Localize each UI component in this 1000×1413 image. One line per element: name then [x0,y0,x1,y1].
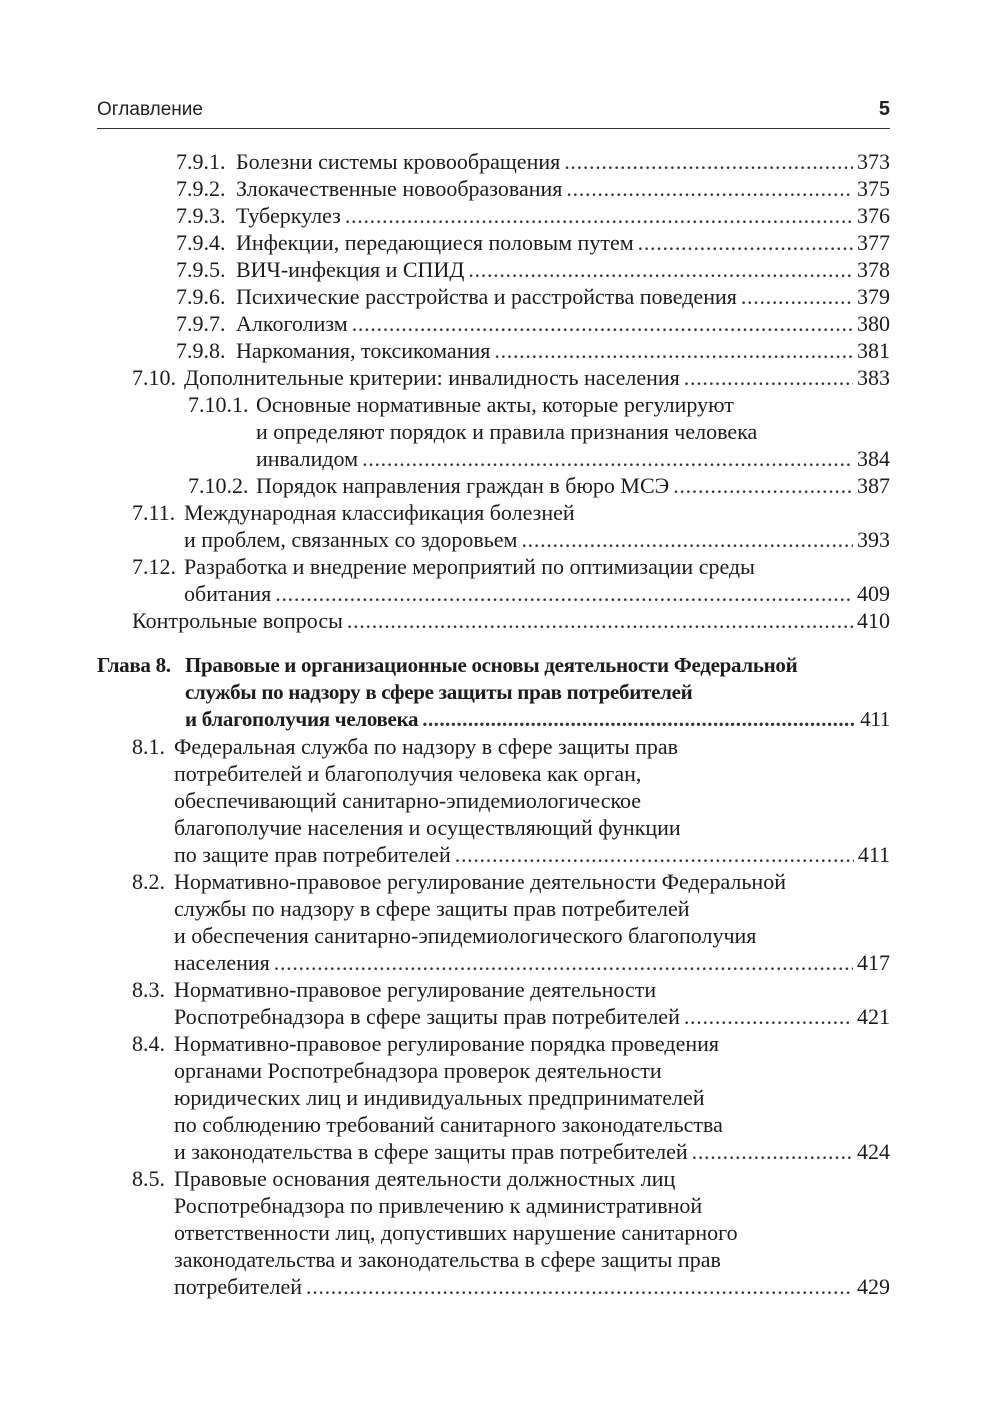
entry-page-number: 378 [857,257,890,282]
entry-title: юридических лиц и индивидуальных предпринимателей [174,1085,705,1110]
toc-line [0,148,890,175]
dot-leader [684,364,853,391]
entry-page-number: 383 [857,365,890,390]
entry-title: Злокачественные новообразования [236,176,563,201]
toc-line [0,787,890,814]
dot-leader [274,949,853,976]
entry-page-number: 411 [857,842,890,867]
entry-title: Нормативно-правовое регулирование деятельности Федеральной [174,869,786,894]
toc-line [0,283,890,310]
dot-leader [468,256,853,283]
toc-entry [0,148,890,175]
entry-title: ВИЧ-инфекция и СПИД [236,257,465,282]
dot-leader [352,310,853,337]
toc-line [0,418,890,445]
entry-page-number: 393 [857,527,890,552]
toc-line [0,895,890,922]
toc-line [0,391,890,418]
entry-number: 7.11. [132,500,176,525]
entry-number: 7.9.6. [176,284,226,309]
toc-line [0,364,890,391]
dot-leader [566,175,853,202]
toc-entry [0,976,890,1030]
toc-line [0,580,890,607]
dot-leader [741,283,853,310]
entry-page-number: 424 [857,1139,890,1164]
dot-leader [494,337,853,364]
dot-leader [345,202,853,229]
entry-title: и обеспечения санитарно-эпидемиологического благополучия [174,923,757,948]
toc-line [0,445,890,472]
dot-leader [521,526,853,553]
entry-title: Туберкулез [236,203,341,228]
toc-line [0,1003,890,1030]
entry-number: 8.5. [132,1166,165,1191]
toc-entry [0,553,890,607]
entry-title: по защите прав потребителей [174,842,451,867]
entry-title: Международная классификация болезней [184,500,575,525]
entry-page-number: 387 [857,473,890,498]
dot-leader [564,148,853,175]
toc-entry [0,256,890,283]
toc-line [0,256,890,283]
toc-line [0,175,890,202]
entry-title: благополучие населения и осуществляющий функции [174,815,681,840]
toc-entry [0,175,890,202]
entry-page-number: 373 [857,149,890,174]
entry-number: 8.4. [132,1031,165,1056]
entry-page-number: 384 [857,446,890,471]
toc-line [0,976,890,1003]
entry-number: 7.10.2. [188,473,249,498]
entry-title: потребителей и благополучия человека как орган, [174,761,642,786]
entry-page-number: 377 [857,230,890,255]
toc-entry [0,229,890,256]
entry-title: потребителей [174,1274,302,1299]
entry-title: Правовые основания деятельности должностных лиц [174,1166,676,1191]
dot-leader [673,472,853,499]
toc-line [0,202,890,229]
entry-title: Болезни системы кровообращения [236,149,561,174]
toc-entry [0,472,890,499]
entry-title: Порядок направления граждан в бюро МСЭ [256,473,670,498]
entry-number: 8.2. [132,869,165,894]
entry-number: 8.1. [132,734,165,759]
entry-title: Алкоголизм [236,311,348,336]
toc-line [0,868,890,895]
entry-number: 7.9.8. [176,338,226,363]
entry-title: Основные нормативные акты, которые регулируют [256,392,734,417]
dot-leader [362,445,853,472]
toc-line [0,553,890,580]
entry-page-number: 411 [860,707,890,731]
entry-page-number: 380 [857,311,890,336]
toc-entry [0,337,890,364]
dot-leader [275,580,853,607]
entry-number: 7.10. [132,365,176,390]
entry-title: Роспотребнадзора по привлечению к административной [174,1193,703,1218]
dot-leader [306,1273,853,1300]
toc-line [0,733,890,760]
entry-title: Наркомания, токсикомания [236,338,491,363]
entry-page-number: 417 [857,950,890,975]
toc-line [0,1138,890,1165]
dot-leader [684,1003,853,1030]
dot-leader [692,1138,853,1165]
toc-line [0,337,890,364]
toc-line [0,949,890,976]
entry-title: Нормативно-правовое регулирование деятельности [174,977,657,1002]
entry-title: Роспотребнадзора в сфере защиты прав потребителей [174,1004,680,1029]
page-number: 5 [878,98,890,120]
toc-line [0,472,890,499]
entry-number: Глава 8. [97,653,171,677]
entry-title: Разработка и внедрение мероприятий по оптимизации среды [184,554,755,579]
entry-title: инвалидом [256,446,359,471]
dot-leader [422,706,856,733]
running-header [97,98,890,129]
entry-title: ответственности лиц, допустивших нарушение санитарного [174,1220,738,1245]
entry-title: обеспечивающий санитарно-эпидемиологическое [174,788,642,813]
toc-line [0,922,890,949]
toc-line [0,499,890,526]
entry-number: 7.9.5. [176,257,226,282]
toc-line [0,1057,890,1084]
toc-line [0,1165,890,1192]
entry-title: и определяют порядок и правила признания человека [256,419,758,444]
entry-page-number: 381 [857,338,890,363]
entry-title: Нормативно-правовое регулирование порядка проведения [174,1031,720,1056]
entry-number: 7.9.2. [176,176,226,201]
dot-leader [638,229,853,256]
toc-entry [0,310,890,337]
entry-title: обитания [184,581,272,606]
entry-page-number: 376 [857,203,890,228]
toc-entry [0,868,890,976]
toc-entry [0,607,890,634]
entry-title: по соблюдению требований санитарного законодательства [174,1112,723,1137]
toc-line [0,1030,890,1057]
entry-title: службы по надзору в сфере защиты прав потребителей [174,896,690,921]
toc-line [0,310,890,337]
entry-number: 7.9.7. [176,311,226,336]
entry-number: 7.9.4. [176,230,226,255]
entry-page-number: 375 [857,176,890,201]
entry-number: 7.12. [132,554,176,579]
entry-title: службы по надзору в сфере защиты прав потребителей [185,680,693,704]
header-title: Оглавление [97,99,203,120]
entry-title: Контрольные вопросы [132,608,343,633]
toc-entry [0,499,890,553]
entry-page-number: 379 [857,284,890,309]
toc-entry [0,202,890,229]
toc-entry [0,1165,890,1300]
entry-number: 7.10.1. [188,392,249,417]
entry-title: законодательства и законодательства в сфере защиты прав [174,1247,721,1272]
entry-title: и благополучия человека [185,707,419,731]
toc-entry [0,733,890,868]
entry-title: Инфекции, передающиеся половым путем [236,230,634,255]
entry-page-number: 421 [857,1004,890,1029]
chapter-entry [0,652,890,733]
toc-line [0,607,890,634]
toc-line [0,1111,890,1138]
toc-line [0,706,890,733]
toc-line [0,1084,890,1111]
entry-title: и проблем, связанных со здоровьем [184,527,518,552]
entry-title: Правовые и организационные основы деятельности Федеральной [185,653,798,677]
entry-title: органами Роспотребнадзора проверок деятельности [174,1058,662,1083]
entry-number: 8.3. [132,977,165,1002]
entry-title: и законодательства в сфере защиты прав потребителей [174,1139,688,1164]
entry-title: населения [174,950,270,975]
entry-page-number: 429 [857,1274,890,1299]
toc-line [0,1246,890,1273]
entry-title: Психические расстройства и расстройства поведения [236,284,737,309]
toc-line [0,841,890,868]
toc-entry [0,283,890,310]
toc-line [0,679,890,706]
toc-line [0,1273,890,1300]
toc-line [0,1219,890,1246]
entry-title: Федеральная служба по надзору в сфере защиты прав [174,734,679,759]
entry-page-number: 409 [857,581,890,606]
toc-line [0,229,890,256]
toc-entry [0,364,890,391]
entry-number: 7.9.3. [176,203,226,228]
entry-number: 7.9.1. [176,149,226,174]
toc-entry [0,1030,890,1165]
toc-entry [0,391,890,472]
dot-leader [455,841,854,868]
entry-title: Дополнительные критерии: инвалидность населения [184,365,680,390]
toc-line [0,760,890,787]
toc-line [0,652,890,679]
entry-page-number: 410 [857,608,890,633]
dot-leader [347,607,853,634]
toc-line [0,1192,890,1219]
toc-line [0,526,890,553]
toc-line [0,814,890,841]
